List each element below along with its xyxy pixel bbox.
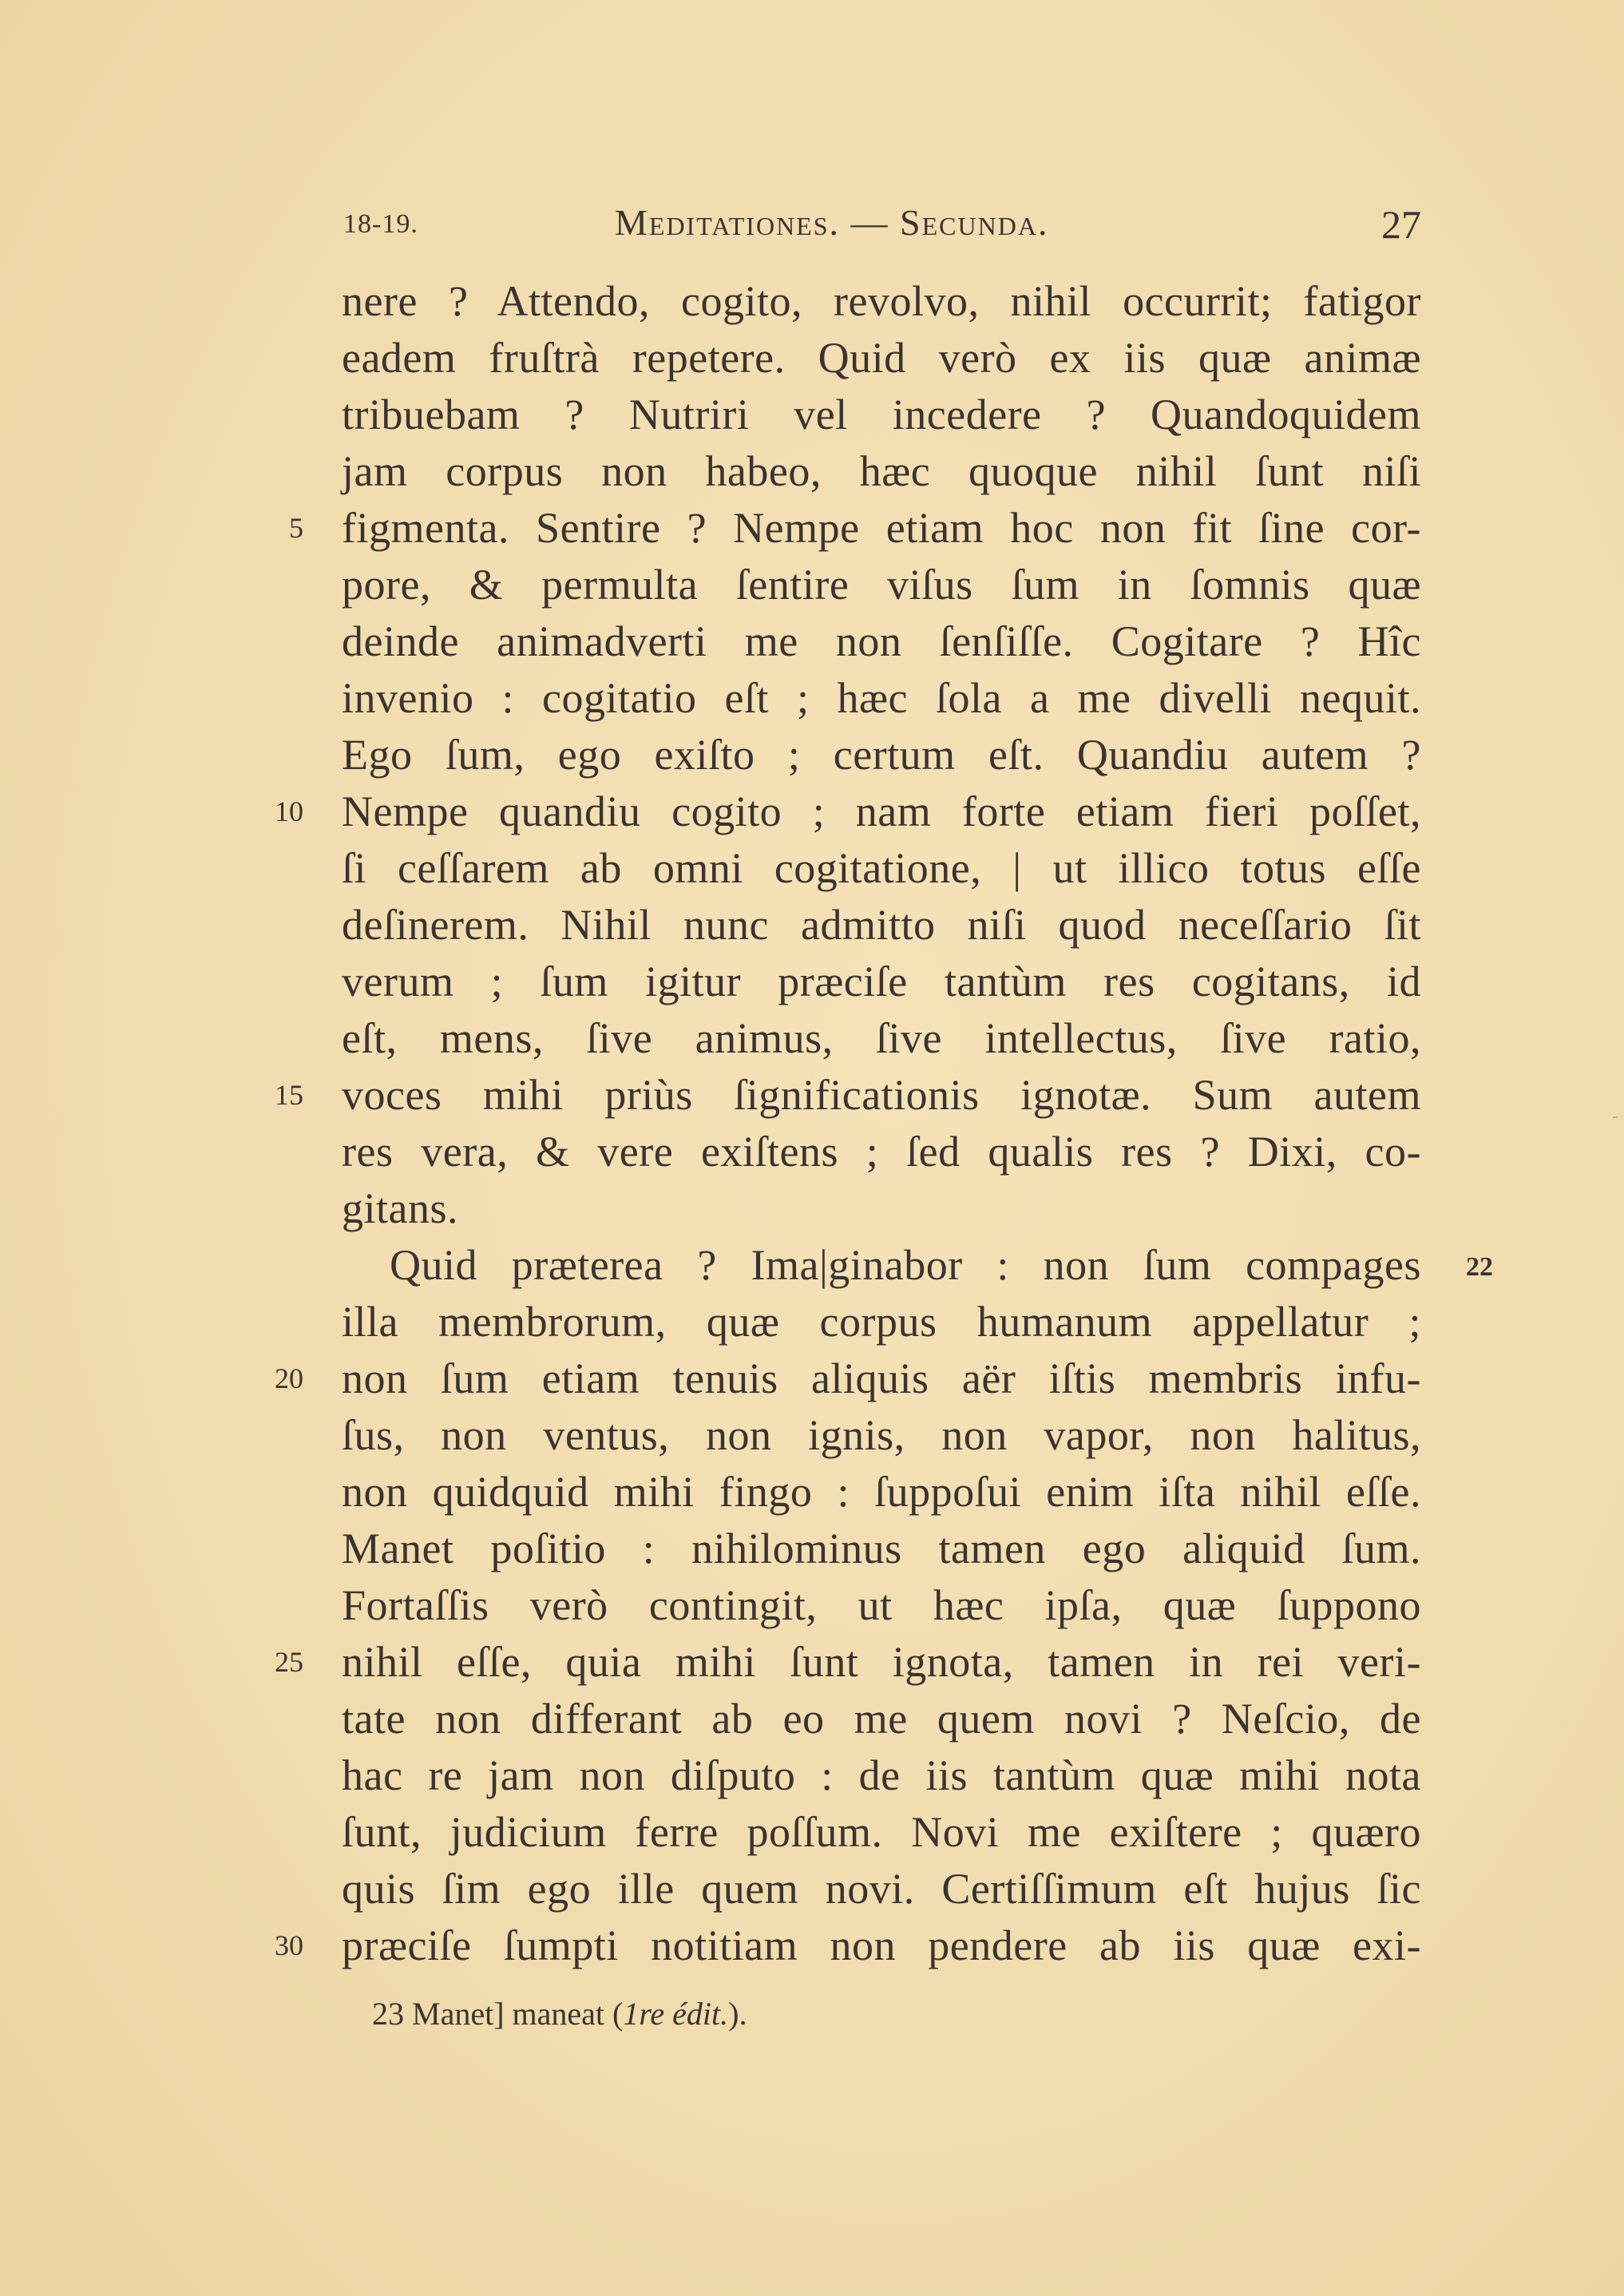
text-line: quis ſim ego ille quem novi. Certiſſimum eſt hujus ſic — [342, 1865, 1421, 1913]
text-line: ſi ceſſarem ab omni cogitatione, | ut illico totus eſſe — [342, 844, 1421, 892]
text-line: eadem fruſtrà repetere. Quid verò ex iis quæ animæ — [342, 334, 1421, 382]
footnote-close: ). — [728, 1996, 747, 2032]
text-line: Quid præterea ? Ima|ginabor : non ſum compages — [390, 1241, 1421, 1289]
line-number: 20 — [275, 1362, 303, 1394]
text-line: Fortaſſis verò contingit, ut hæc ipſa, quæ ſuppono — [342, 1581, 1421, 1629]
text-line: res vera, & vere exiſtens ; ſed qualis res ? Dixi, co- — [342, 1128, 1421, 1176]
text-line: ſus, non ventus, non ignis, non vapor, non halitus, — [342, 1411, 1421, 1459]
text-line: eſt, mens, ſive animus, ſive intellectus, ſive ratio, — [342, 1014, 1421, 1062]
line-number: 10 — [275, 795, 303, 827]
line-number: 5 — [289, 512, 303, 544]
text-line: non ſum etiam tenuis aliquis aër iſtis membris infu- — [342, 1354, 1421, 1402]
page-header — [343, 201, 1421, 249]
footnote-text: maneat ( — [512, 1996, 624, 2032]
text-line: deinde animadverti me non ſenſiſſe. Cogitare ? Hîc — [342, 617, 1421, 665]
text-line: nere ? Attendo, cogito, revolvo, nihil occurrit; fatigor — [342, 277, 1421, 325]
text-line: verum ; ſum igitur præciſe tantùm res cogitans, id — [342, 958, 1421, 1005]
line-number: 25 — [275, 1646, 303, 1678]
text-line: tribuebam ? Nutriri vel incedere ? Quandoquidem — [342, 391, 1421, 438]
footnote-ref: 23 Manet] — [372, 1996, 505, 2032]
folio: 18-19. — [343, 209, 418, 239]
margin-page-reference: 22 — [1466, 1252, 1493, 1282]
running-title: Meditationes. — Secunda. — [615, 202, 1049, 243]
text-line: Manet poſitio : nihilominus tamen ego aliquid ſum. — [342, 1525, 1421, 1572]
page-number: 27 — [1381, 202, 1421, 247]
text-line: nihil eſſe, quia mihi ſunt ignota, tamen in rei veri- — [342, 1638, 1421, 1686]
text-line: pore, & permulta ſentire viſus ſum in ſomnis quæ — [342, 561, 1421, 609]
text-line: ſunt, judicium ferre poſſum. Novi me exiſtere ; quæro — [342, 1808, 1421, 1856]
text-line: voces mihi priùs ſignificationis ignotæ. Sum autem — [342, 1071, 1421, 1119]
text-line: deſinerem. Nihil nunc admitto niſi quod neceſſario ſit — [342, 901, 1421, 949]
text-line: Nempe quandiu cogito ; nam forte etiam fieri poſſet, — [342, 787, 1421, 835]
line-number: 30 — [275, 1929, 303, 1961]
line-number: 15 — [275, 1079, 303, 1111]
text-line: hac re jam non diſputo : de iis tantùm quæ mihi nota — [342, 1751, 1421, 1799]
footnote-edition: 1re édit. — [623, 1996, 729, 2032]
edge-mark — [1613, 1116, 1618, 1118]
text-line: invenio : cogitatio eſt ; hæc ſola a me divelli nequit. — [342, 674, 1421, 722]
text-line: præciſe ſumpti notitiam non pendere ab iis quæ exi- — [342, 1921, 1421, 1969]
text-line: jam corpus non habeo, hæc quoque nihil ſunt niſi — [342, 447, 1421, 495]
text-line: non quidquid mihi fingo : ſuppoſui enim iſta nihil eſſe. — [342, 1468, 1421, 1516]
text-line: illa membrorum, quæ corpus humanum appellatur ; — [342, 1298, 1421, 1346]
text-line: tate non differant ab eo me quem novi ? Neſcio, de — [342, 1695, 1421, 1743]
text-line: gitans. — [342, 1184, 458, 1232]
text-line: Ego ſum, ego exiſto ; certum eſt. Quandiu autem ? — [342, 731, 1421, 779]
footnote — [372, 1995, 747, 2032]
main-text — [342, 273, 1421, 1974]
text-line: figmenta. Sentire ? Nempe etiam hoc non fit ſine cor- — [342, 504, 1421, 552]
